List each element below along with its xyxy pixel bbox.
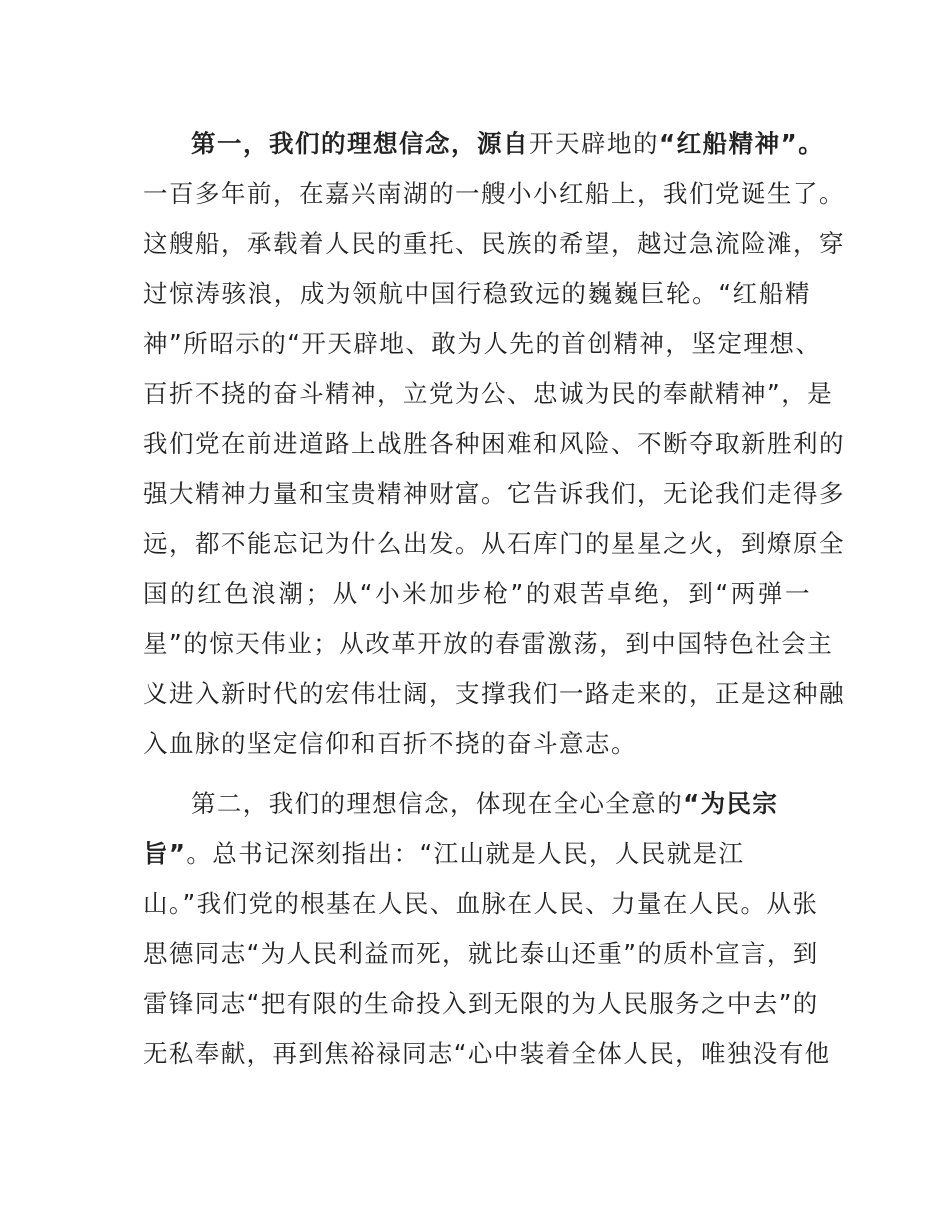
paragraph-line: 入血脉的坚定信仰和百折不挠的奋斗意志。 — [143, 729, 637, 758]
paragraph-line: 无私奉献，再到焦裕禄同志“心中装着全体人民，唯独没有他 — [143, 1039, 831, 1068]
paragraph-quote: 。总书记深刻指出：“江山就是人民，人民就是江 — [186, 839, 745, 868]
paragraph-line: 过惊涛骇浪，成为领航中国行稳致远的巍巍巨轮。“红船精 — [143, 279, 811, 308]
paragraph-emphasis-end: 旨” — [143, 839, 187, 868]
paragraph-line: 这艘船，承载着人民的重托、民族的希望，越过急流险滩，穿 — [143, 229, 845, 258]
paragraph-line: 一百多年前，在嘉兴南湖的一艘小小红船上，我们党诞生了。 — [143, 179, 845, 208]
paragraph-line: 百折不挠的奋斗精神，立党为公、忠诚为民的奉献精神”，是 — [143, 379, 834, 408]
paragraph-line: 我们党在前进道路上战胜各种困难和风险、不断夺取新胜利的 — [143, 429, 845, 458]
paragraph-emphasis: “为民宗 — [683, 789, 779, 818]
paragraph-line: 思德同志“为人民利益而死，就比泰山还重”的质朴宣言，到 — [143, 939, 819, 968]
paragraph-line: 星”的惊天伟业；从改革开放的春雷激荡，到中国特色社会主 — [143, 629, 834, 658]
paragraph-line: 神”所昭示的“开天辟地、敢为人先的首创精神，坚定理想、 — [143, 329, 822, 358]
paragraph-line — [191, 786, 811, 822]
paragraph-line — [143, 836, 811, 872]
paragraph-line: 山。”我们党的根基在人民、血脉在人民、力量在人民。从张 — [143, 889, 819, 918]
heading-lead: 第一，我们的理想信念，源自 — [191, 129, 529, 158]
heading-middle: 开天辟地的 — [529, 129, 659, 158]
paragraph-line: 国的红色浪潮；从“小米加步枪”的艰苦卓绝，到“两弹一 — [143, 579, 811, 608]
paragraph-line: 远，都不能忘记为什么出发。从石库门的星星之火，到燎原全 — [143, 529, 845, 558]
paragraph-line: 义进入新时代的宏伟壮阔，支撑我们一路走来的，正是这种融 — [143, 679, 845, 708]
paragraph-lead: 第二，我们的理想信念，体现在全心全意的 — [191, 789, 684, 818]
paragraph-line: 雷锋同志“把有限的生命投入到无限的为人民服务之中去”的 — [143, 989, 819, 1018]
paragraph-line: 强大精神力量和宝贵精神财富。它告诉我们，无论我们走得多 — [143, 479, 845, 508]
paragraph-line — [191, 126, 825, 162]
heading-emphasis: “红船精神”。 — [659, 129, 825, 158]
